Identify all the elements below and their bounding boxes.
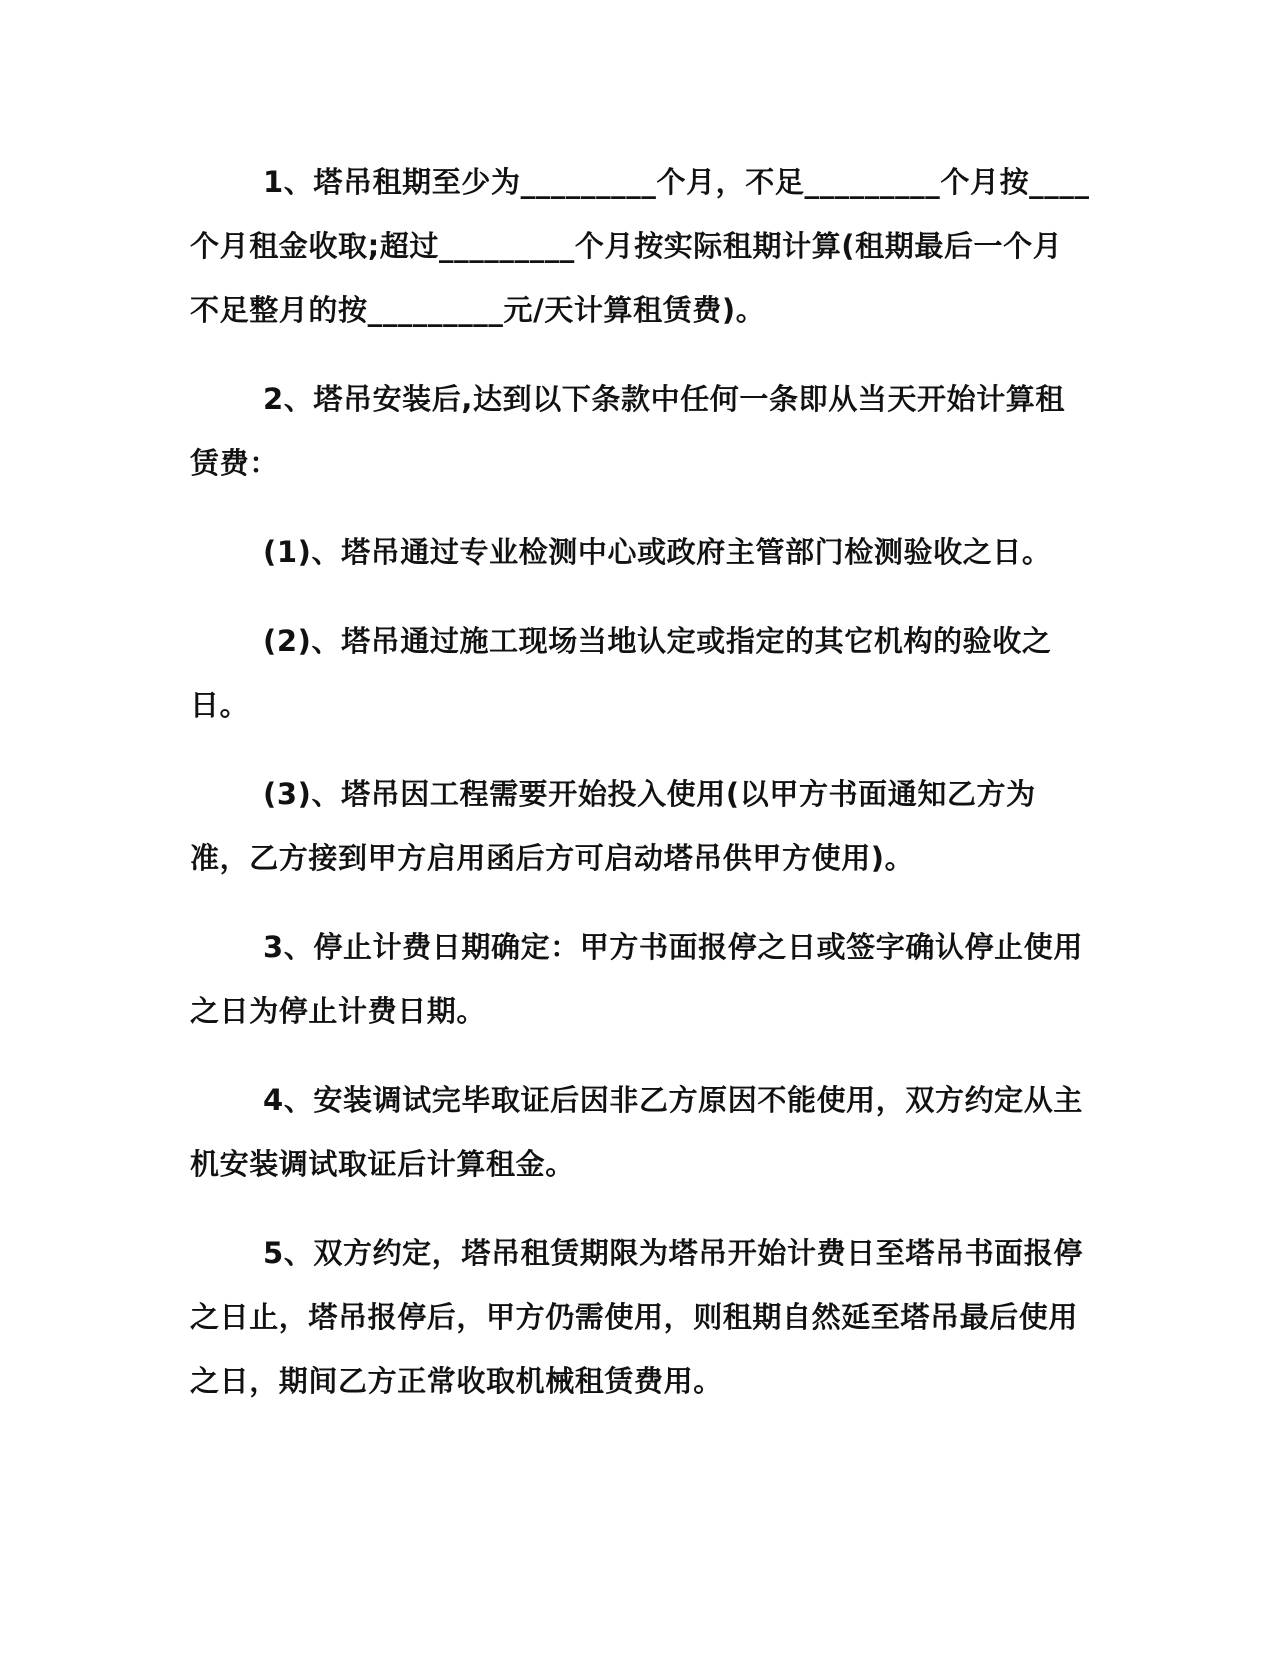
clause-5-rental-period: 5、双方约定，塔吊租赁期限为塔吊开始计费日至塔吊书面报停之日止，塔吊报停后，甲方仍需使用，则租期自然延至塔吊最后使用之日，期间乙方正常收取机械租赁费用。 xyxy=(190,1236,1083,1398)
clause-4-certification: 4、安装调试完毕取证后因非乙方原因不能使用，双方约定从主机安装调试取证后计算租金。 xyxy=(190,1083,1083,1181)
clause-3-billing-stop: 3、停止计费日期确定：甲方书面报停之日或签字确认停止使用之日为停止计费日期。 xyxy=(190,930,1083,1028)
clause-1-rental-term: 1、塔吊租期至少为_________个月，不足_________个月按____个月租金收取;超过_________个月按实际租期计算(租期最后一个月不足整月的按_________元/天计算租赁费)。 xyxy=(190,165,1090,327)
clause-2-item-3: (3)、塔吊因工程需要开始投入使用(以甲方书面通知乙方为准，乙方接到甲方启用函后方可启动塔吊供甲方使用)。 xyxy=(190,777,1036,875)
clause-2-item-2: (2)、塔吊通过施工现场当地认定或指定的其它机构的验收之日。 xyxy=(190,624,1052,722)
document-body xyxy=(190,150,1090,1438)
clause-2-billing-start: 2、塔吊安装后,达到以下条款中任何一条即从当天开始计算租赁费： xyxy=(190,382,1065,480)
clause-2-item-1: (1)、塔吊通过专业检测中心或政府主管部门检测验收之日。 xyxy=(263,535,1052,569)
